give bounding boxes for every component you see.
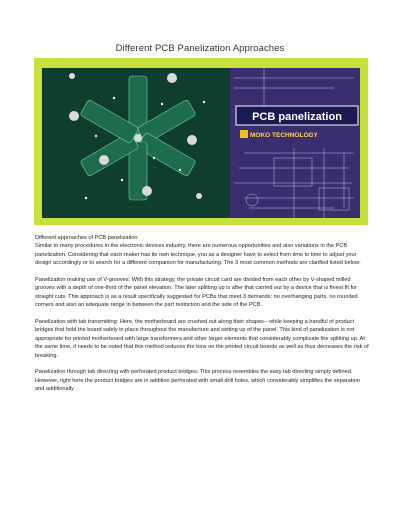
pcb-illustration (34, 58, 368, 225)
page-title: Different PCB Panelization Approaches (115, 43, 285, 54)
article-heading: Different approaches of PCB panelization (35, 235, 138, 241)
brand-name: MOKO TECHNOLOGY (250, 132, 318, 139)
article-paragraph: Similar to many procedures in the electronic devices industry, there are numerous opportunities and also variations in the PCB panelization. Considering that each maker has its own technique, you as a designer have to select from time to time to adjust your design accordingly or to search for a different companion for manufacturing. The 3 most common methods are clarified listed below: (35, 243, 361, 267)
banner-title: PCB panelization (252, 111, 342, 123)
pcb-board-purple (230, 68, 360, 218)
article-paragraph: Panelization making use of V-grooves: With this strategy, the private circuit card are divided from each other by V-shaped milled grooves with a depth of one-third of the panel elevation. The later splitting up is after that carried out by a device that is finest fit for straight cuts. This approach is as a result specifically suggested for PCBs that meet 3 demands: no overhanging parts, no rounded corners and also an adequate range in between the part restriction and the side of the PCB. (35, 277, 358, 309)
article-paragraph: Panelization with tab transmitting: Here, the motherboard are crushed out along their shapes-- while keeping a handful of product bridges that hold the board safely in place throughout the manufacture and setting up of the panel. This kind of panelization is not appropriate for printed motherboard with large transformers and other larger elements that considerably complicate the splitting up. At the same time, it needs to be noted that this method reduces the tons on the printed circuit boards as well as thus decreases the risk of breaking. (35, 319, 369, 359)
article-body (35, 234, 370, 402)
moko-logo-icon (240, 130, 248, 138)
hero-image (34, 58, 368, 225)
article-paragraph: Panelization through tab directing with perforated product bridges: This process resembles the easy tab directing simply defined. However, right here the product bridges are in addition perforated with small drill holes, which considerably simplifies the separation and additionally (35, 369, 360, 393)
